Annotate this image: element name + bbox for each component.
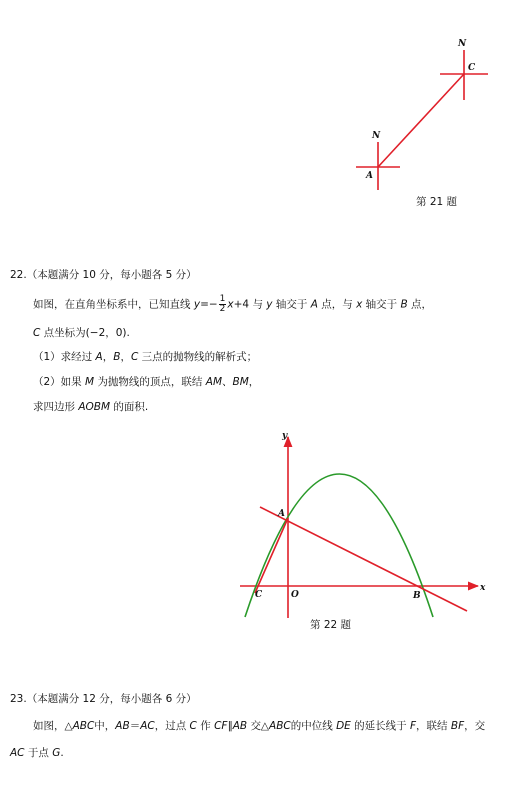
label-c: C — [468, 63, 476, 73]
line-ac — [255, 518, 288, 593]
var-y: y — [193, 298, 201, 311]
part1-s1: ， — [102, 351, 114, 363]
q23-cf: CF — [214, 720, 228, 732]
q23-abc-2: ABC — [269, 720, 291, 732]
fig22-label-o: O — [291, 590, 299, 600]
q23-c: C — [189, 720, 197, 732]
q23-ab-2: AB — [232, 720, 248, 732]
q22-part2-t4: ， — [248, 376, 260, 388]
fig22-label-c: C — [255, 590, 263, 600]
part1-s2: ， — [120, 351, 131, 363]
segment-am: AM — [205, 376, 223, 388]
segment-bm: BM — [232, 376, 249, 388]
q22-part2-t3: 、 — [222, 376, 233, 388]
q22-part-2 — [33, 375, 259, 389]
q23-t1: 如图，△ — [33, 720, 73, 732]
q22-line-2 — [33, 326, 130, 340]
fig22-label-x: x — [480, 583, 486, 593]
q22-part-1 — [33, 350, 257, 364]
q23-t2: 中， — [94, 720, 116, 732]
q23-l2-t1: 于点 — [27, 747, 49, 759]
q23-t7: 交△ — [250, 720, 270, 732]
fig22-label-y: y — [282, 431, 288, 441]
q22-part2b-t1: 求四边形 — [33, 401, 75, 413]
q23-g: G — [52, 747, 61, 759]
q23-t9: 的延长线于 — [354, 720, 407, 732]
parabola-curve — [245, 474, 433, 617]
segment-ac — [378, 74, 464, 167]
figure-21 — [340, 30, 510, 190]
figure-21-caption: 第 21 题 — [416, 196, 458, 208]
q22-line1-rest4: 点，与 — [321, 298, 353, 311]
q23-line-2 — [10, 746, 64, 760]
q22-line1-rest6: 点， — [411, 298, 433, 311]
q22-line1-rest3: 轴交于 — [275, 298, 308, 311]
q23-f: F — [410, 720, 417, 732]
fraction-denominator: 2 — [219, 304, 226, 314]
point-a: A — [310, 298, 318, 311]
q22-header: 22.（本题满分 10 分，每小题各 5 分） — [10, 269, 197, 281]
q23-header: 23.（本题满分 12 分，每小题各 6 分） — [10, 693, 197, 705]
fig22-label-a: A — [278, 509, 285, 519]
q23-t11: ，交 — [464, 720, 486, 732]
point-c: C — [33, 327, 41, 339]
var-x-2: x — [356, 298, 363, 311]
q22-line1-t1: 如图，在直角坐标系中，已知直线 — [33, 298, 191, 311]
q23-ac: AC — [140, 720, 155, 732]
q23-abc: ABC — [72, 720, 95, 732]
q22-part2b-t2: 的面积. — [113, 401, 149, 413]
fraction-one-half — [219, 295, 227, 314]
q23-line-1 — [33, 719, 485, 733]
point-m: M — [85, 376, 95, 388]
q23-t6: ∥ — [227, 720, 233, 732]
q22-part2-t1: （2）如果 — [33, 376, 82, 388]
fig22-label-b: B — [413, 591, 421, 601]
q22-part2-t2: 为抛物线的顶点，联结 — [97, 376, 203, 388]
q23-t8: 的中位线 — [290, 720, 333, 732]
figure-22 — [235, 425, 495, 620]
q23-l2-t2: . — [60, 747, 64, 759]
fraction-numerator: 1 — [219, 294, 226, 304]
label-n-bottom: N — [372, 131, 381, 141]
part1-c: C — [130, 351, 139, 363]
q22-part1-t2: 三点的抛物线的解析式； — [141, 351, 258, 363]
q22-eq: =− — [200, 298, 218, 311]
part1-b: B — [113, 351, 121, 363]
q23-de: DE — [336, 720, 351, 732]
q22-part1-t1: （1）求经过 — [33, 351, 93, 363]
quadrilateral-aobm: AOBM — [78, 401, 111, 413]
point-b: B — [400, 298, 408, 311]
q23-t10: ，联结 — [416, 720, 448, 732]
var-y-2: y — [266, 298, 273, 311]
q23-ab: AB — [115, 720, 130, 732]
q23-t5: 作 — [200, 720, 211, 732]
part1-a: A — [95, 351, 103, 363]
figure-22-caption: 第 22 题 — [310, 619, 352, 631]
label-a: A — [366, 171, 373, 181]
q22-line2-rest: 点坐标为(−2，0). — [40, 327, 130, 339]
var-x: x — [227, 298, 234, 311]
q23-ac-2: AC — [10, 747, 25, 759]
q23-bf: BF — [450, 720, 465, 732]
q22-line-1 — [33, 295, 432, 314]
q23-t3: ＝ — [129, 720, 141, 732]
q22-line1-rest5: 轴交于 — [365, 298, 398, 311]
q22-part-2b — [33, 400, 148, 414]
q23-t4: ，过点 — [154, 720, 187, 732]
q22-line1-rest2: +4 与 — [233, 298, 263, 311]
label-n-top: N — [458, 39, 467, 49]
